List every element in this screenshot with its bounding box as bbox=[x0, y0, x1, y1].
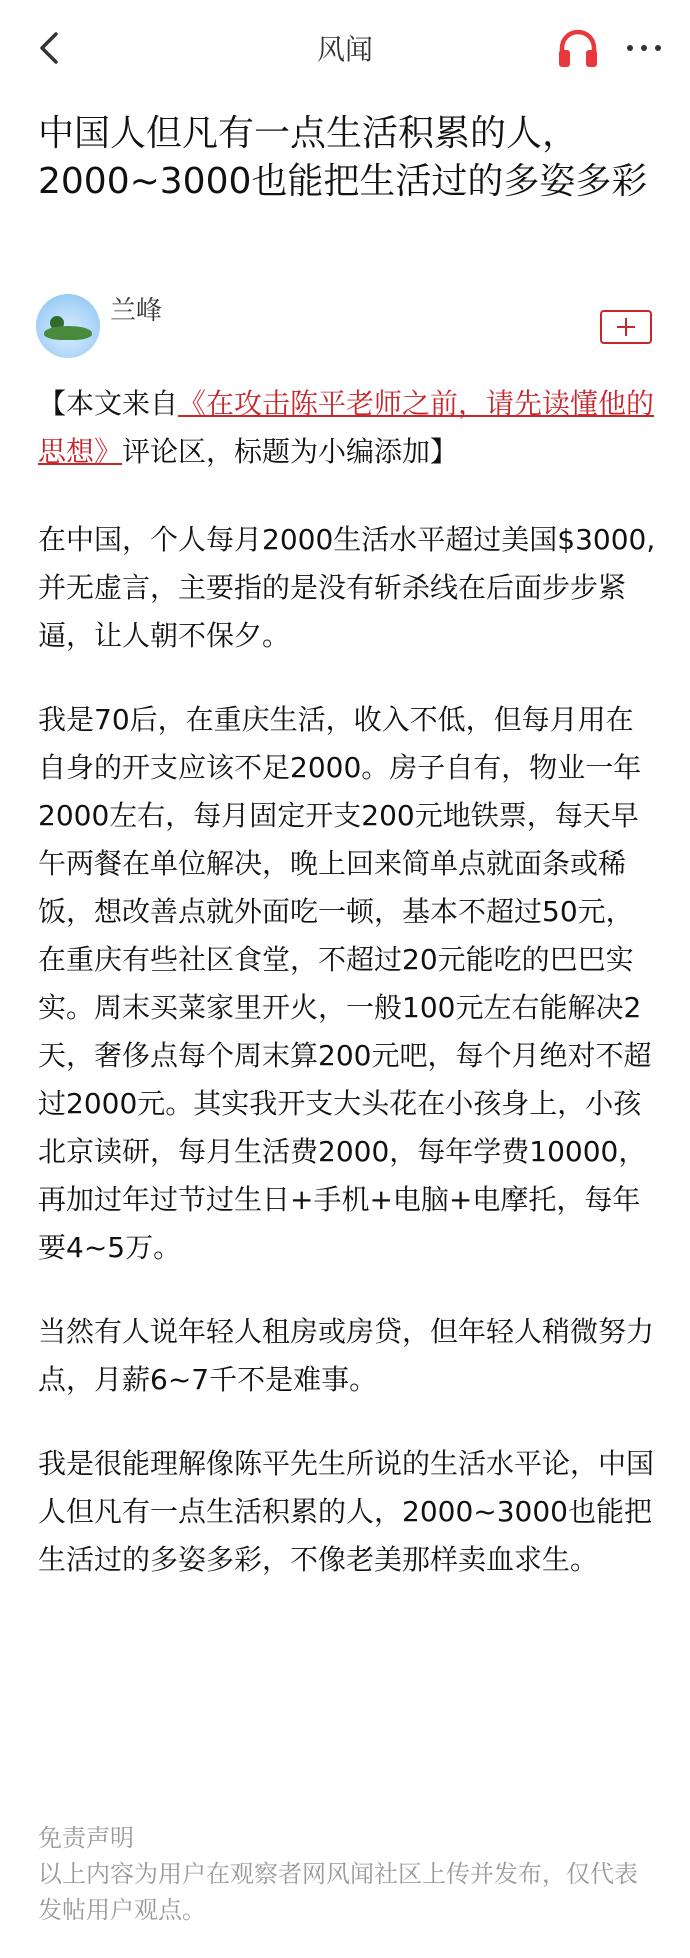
source-prefix: 【本文来自 bbox=[38, 387, 179, 420]
author-row bbox=[36, 290, 666, 370]
headphones-icon[interactable] bbox=[556, 26, 600, 70]
author-name[interactable]: 兰峰 bbox=[110, 296, 163, 326]
nav-title: 风闻 bbox=[316, 33, 373, 66]
article-body bbox=[38, 380, 658, 1620]
avatar[interactable] bbox=[36, 294, 100, 358]
paragraph-3: 当然有人说年轻人租房或房贷，但年轻人稍微努力点，月薪6~7千不是难事。 bbox=[38, 1315, 655, 1396]
source-article-link[interactable]: 《在攻击陈平老师之前，请先读懂他的思想》 bbox=[38, 387, 655, 468]
disclaimer bbox=[38, 1820, 658, 1928]
paragraph-4: 我是很能理解像陈平先生所说的生活水平论，中国人但凡有一点生活积累的人，2000~3000也能把生活过的多姿多彩，不像老美那样卖血求生。 bbox=[38, 1447, 655, 1576]
source-suffix: 评论区，标题为小编添加】 bbox=[122, 435, 459, 468]
disclaimer-text: 以上内容为用户在观察者网风闻社区上传并发布，仅代表发帖用户观点。 bbox=[38, 1860, 638, 1924]
follow-button[interactable] bbox=[600, 310, 652, 344]
more-dots-icon[interactable] bbox=[622, 26, 666, 70]
paragraph-2: 我是70后，在重庆生活，收入不低，但每月用在自身的开支应该不足2000。房子自有，物业一年2000左右，每月固定开支200元地铁票，每天早午两餐在单位解决，晚上回来简单点就面条或稀饭，想改善点就外面吃一顿，基本不超过50元，在重庆有些社区食堂，不超过20元能吃的巴巴实实。周末买菜家里开火，一般100元左右能解决2天，奢侈点每个周末算200元吧，每个月绝对不超过2000元。其实我开支大头花在小孩身上，小孩北京读研，每月生活费2000，每年学费10000，再加过年过节过生日+手机+电脑+电摩托，每年要4~5万。 bbox=[38, 703, 652, 1264]
paragraph-1: 在中国，个人每月2000生活水平超过美国$3000,并无虚言，主要指的是没有斩杀线在后面步步紧逼，让人朝不保夕。 bbox=[38, 523, 656, 652]
source-note bbox=[38, 380, 658, 476]
top-nav-bar bbox=[0, 0, 690, 96]
disclaimer-title: 免责声明 bbox=[38, 1824, 134, 1852]
article-title: 中国人但凡有一点生活积累的人，2000~3000也能把生活过的多姿多彩 bbox=[38, 113, 648, 202]
